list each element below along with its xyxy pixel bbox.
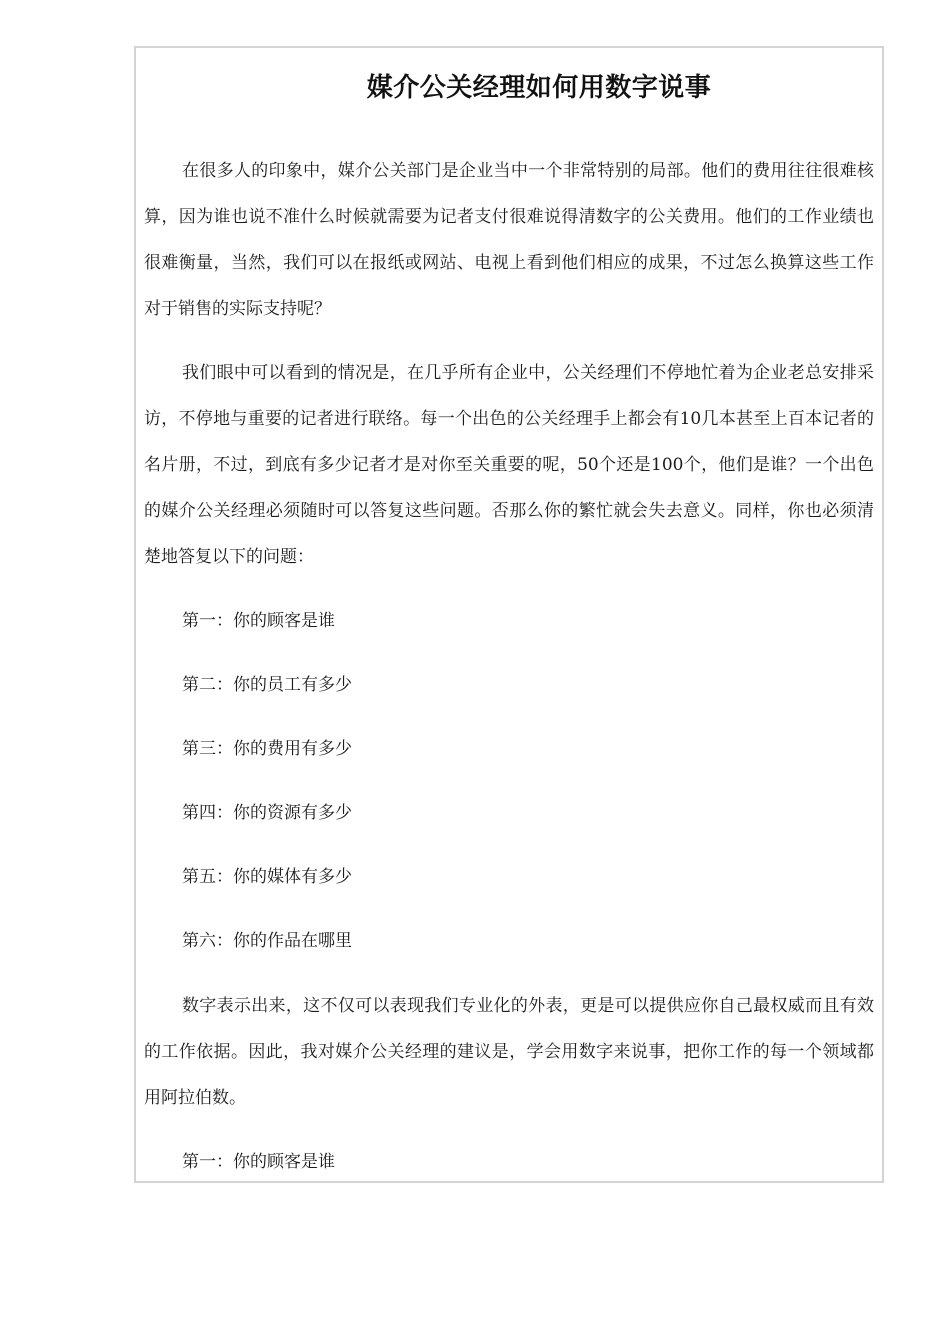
paragraph-intro: 在很多人的印象中，媒介公关部门是企业当中一个非常特别的局部。他们的费用往往很难核算，因为谁也说不准什么时候就需要为记者支付很难说得清数字的公关费用。他们的工作业绩也很难衡量，当然，我们可以在报纸或网站、电视上看到他们相应的成果，不过怎么换算这些工作对于销售的实际支持呢？ (144, 161, 874, 319)
closing-question-item: 第一：你的顾客是谁 (182, 1152, 335, 1172)
question-item: 第五：你的媒体有多少 (182, 867, 352, 887)
question-item: 第一：你的顾客是谁 (182, 611, 335, 631)
paragraph-situation: 我们眼中可以看到的情况是，在几乎所有企业中，公关经理们不停地忙着为企业老总安排采访，不停地与重要的记者进行联络。每一个出色的公关经理手上都会有10几本甚至上百本记者的名片册，不过，到底有多少记者才是对你至关重要的呢，50个还是100个，他们是谁？一个出色的媒介公关经理必须随时可以答复这些问题。否那么你的繁忙就会失去意义。同样，你也必须清楚地答复以下的问题： (144, 363, 874, 567)
paragraph-recommendation: 数字表示出来，这不仅可以表现我们专业化的外表，更是可以提供应你自己最权威而且有效的工作依据。因此，我对媒介公关经理的建议是，学会用数字来说事，把你工作的每一个领域都用阿拉伯数。 (144, 996, 874, 1108)
question-item: 第六：你的作品在哪里 (182, 931, 352, 951)
question-item: 第二：你的员工有多少 (182, 675, 352, 695)
question-item: 第三：你的费用有多少 (182, 739, 352, 759)
document-title: 媒介公关经理如何用数字说事 (366, 73, 712, 103)
question-item: 第四：你的资源有多少 (182, 803, 352, 823)
